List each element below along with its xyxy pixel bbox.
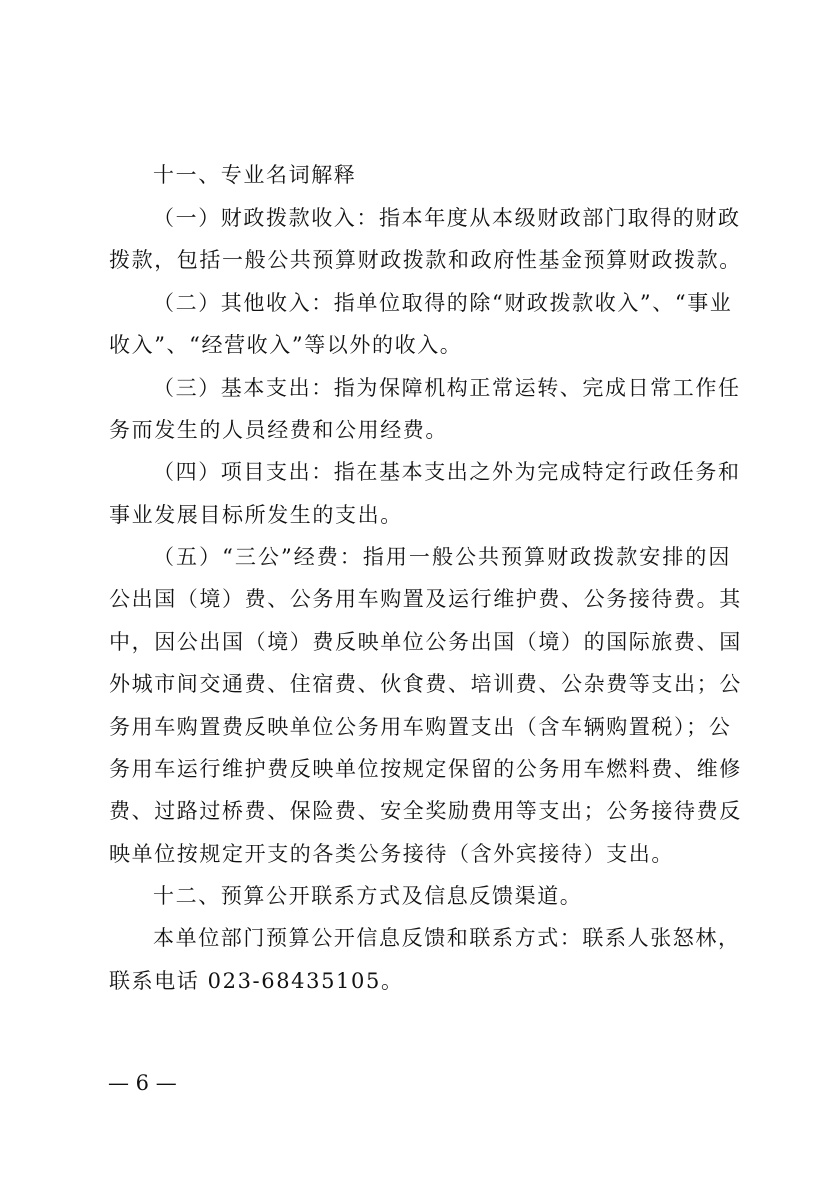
paragraph-line: 联系电话 023-68435105。 [109, 969, 404, 993]
paragraph-line: （二）其他收入：指单位取得的除“财政拨款收入”、“事业 [153, 291, 733, 315]
paragraph-line: 费、过路过桥费、保险费、安全奖励费用等支出；公务接待费反 [109, 799, 742, 823]
paragraph-line: 拨款，包括一般公共预算财政拨款和政府性基金预算财政拨款。 [109, 248, 742, 272]
page-number: — 6 — [108, 1071, 177, 1095]
paragraph-line: 本单位部门预算公开信息反馈和联系方式：联系人张怒林， [153, 926, 741, 950]
paragraph-line: 公出国（境）费、公务用车购置及运行维护费、公务接待费。其 [109, 587, 742, 611]
paragraph-line: 事业发展目标所发生的支出。 [109, 503, 403, 527]
paragraph-line: （五）“三公”经费：指用一般公共预算财政拨款安排的因 [153, 545, 731, 569]
section-heading-12: 十二、预算公开联系方式及信息反馈渠道。 [153, 884, 583, 908]
paragraph-line: 务而发生的人员经费和公用经费。 [109, 418, 448, 442]
paragraph-line: 中，因公出国（境）费反映单位公务出国（境）的国际旅费、国 [109, 630, 742, 654]
paragraph-line: （一）财政拨款收入：指本年度从本级财政部门取得的财政 [153, 206, 741, 230]
paragraph-line: 收入”、“经营收入”等以外的收入。 [109, 333, 463, 357]
paragraph-line: 务用车运行维护费反映单位按规定保留的公务用车燃料费、维修 [109, 757, 742, 781]
paragraph-line: （三）基本支出：指为保障机构正常运转、完成日常工作任 [153, 376, 741, 400]
paragraph-line: 映单位按规定开支的各类公务接待（含外宾接待）支出。 [109, 842, 674, 866]
section-heading-11: 十一、专业名词解释 [153, 163, 357, 187]
paragraph-line: 务用车购置费反映单位公务用车购置支出（含车辆购置税）；公 [109, 715, 732, 739]
paragraph-line: （四）项目支出：指在基本支出之外为完成特定行政任务和 [153, 460, 741, 484]
paragraph-line: 外城市间交通费、住宿费、伙食费、培训费、公杂费等支出；公 [109, 672, 742, 696]
